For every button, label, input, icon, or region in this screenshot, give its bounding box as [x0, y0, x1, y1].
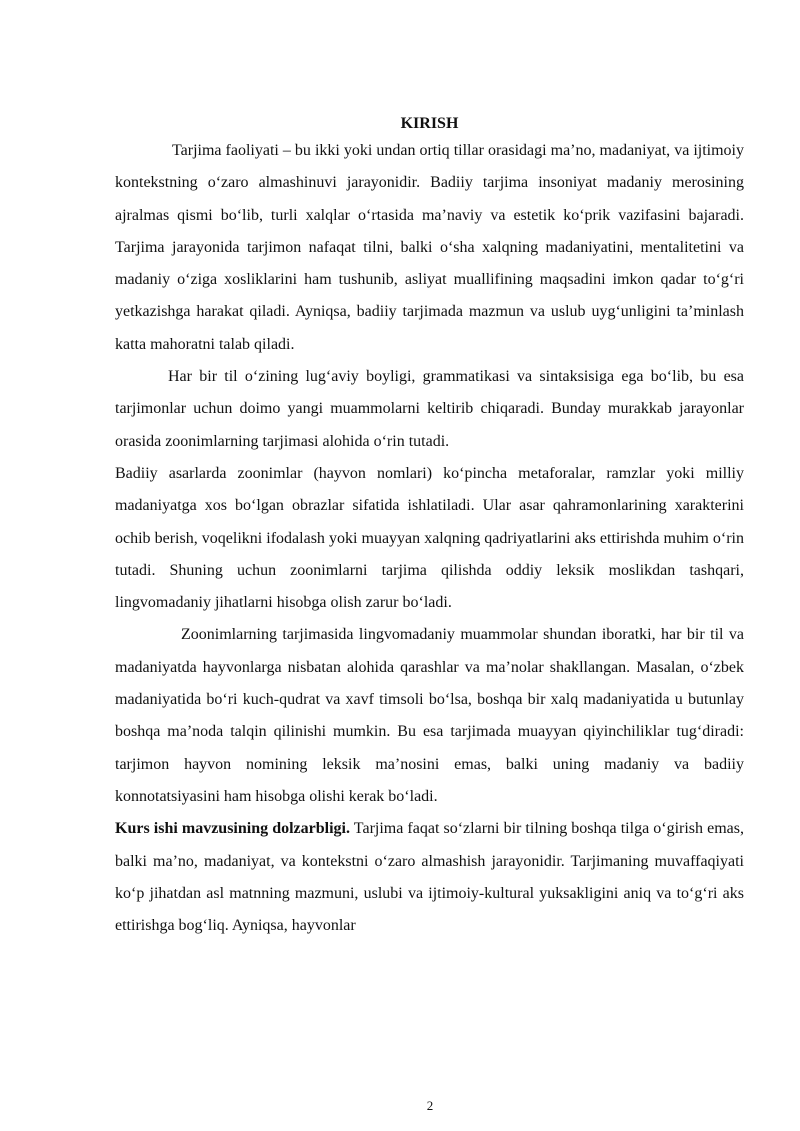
page-title: KIRISH — [400, 115, 459, 132]
page-number: 2 — [426, 1098, 434, 1113]
paragraph-language-richness: Har bir til o‘zining lug‘aviy boyligi, grammatikasi va sintaksisiga ega bo‘lib, bu esa tarjimonlar uchun doimo yangi muammolarni keltirib chiqaradi. Bunday murakkab jarayonlar orasida zoonimlarning tarjimasi alohida o‘rin tutadi. — [115, 368, 744, 450]
paragraph-linguocultural-problems: Zoonimlarning tarjimasida lingvomadaniy muammolar shundan iboratki, har bir til va madaniyatda hayvonlarga nisbatan alohida qarashlar va ma’nolar shakllangan. Masalan, o‘zbek madaniyatida bo‘ri kuch-qudrat va xavf timsoli bo‘lsa, boshqa bir xalq madaniyatida u butunlay boshqa ma’noda talqin qilinishi mumkin. Bu esa tarjimada muayyan qiyinchiliklar tug‘diradi: tarjimon hayvon nomining leksik ma’nosini emas, balki uning madaniy va badiiy konnotatsiyasini ham hisobga olishi kerak bo‘ladi. — [115, 626, 744, 805]
paragraph-relevance — [115, 813, 744, 942]
paragraph-intro: Tarjima faoliyati – bu ikki yoki undan ortiq tillar orasidagi ma’no, madaniyat, va ijtimoiy kontekstning o‘zaro almashinuvi jarayonidir. Badiiy tarjima insoniyat madaniy merosining ajralmas qismi bo‘lib, turli xalqlar o‘rtasida ma’naviy va estetik ko‘prik vazifasini bajaradi. Tarjima jarayonida tarjimon nafaqat tilni, balki o‘sha xalqning madaniyatini, mentalitetini va madaniy o‘ziga xosliklarini ham tushunib, asliyat muallifining maqsadini imkon qadar to‘g‘ri yetkazishga harakat qiladi. Ayniqsa, badiiy tarjimada mazmun va uslub uyg‘unligini ta’minlash katta mahoratni talab qiladi. — [115, 142, 744, 353]
paragraph-zoonyms-in-literature: Badiiy asarlarda zoonimlar (hayvon nomlari) ko‘pincha metaforalar, ramzlar yoki milliy madaniyatga xos bo‘lgan obrazlar sifatida ishlatiladi. Ular asar qahramonlarining xarakterini ochib berish, voqelikni ifodalash yoki muayyan xalqning qadriyatlarini aks ettirishda muhim o‘rin tutadi. Shuning uchun zoonimlarni tarjima qilishda oddiy leksik moslikdan tashqari, lingvomadaniy jihatlarni hisobga olish zarur bo‘ladi. — [115, 464, 744, 612]
relevance-text: Tarjima faqat so‘zlarni bir tilning boshqa tilga o‘girish emas, balki ma’no, madaniyat, va kontekstni o‘zaro almashish jarayonidir. Tarjimaning muvaffaqiyati ko‘p jihatdan asl matnning mazmuni, uslubi va ijtimoiy-kultural yuksakligini aniq va to‘g‘ri aks ettirishga bog‘liq. Ayniqsa, hayvonlar — [115, 820, 744, 935]
relevance-heading: Kurs ishi mavzusining dolzarbligi. — [115, 820, 350, 838]
